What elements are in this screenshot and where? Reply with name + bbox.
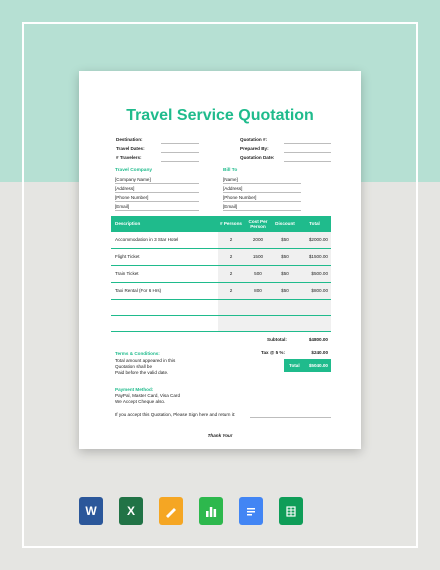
table-row bbox=[111, 266, 331, 282]
row-cost: 1500 bbox=[252, 254, 264, 259]
grid-icon bbox=[285, 504, 297, 518]
word-icon[interactable]: W bbox=[79, 497, 103, 525]
quotation-number-field[interactable] bbox=[284, 143, 331, 144]
grand-total-box bbox=[284, 359, 331, 372]
row-persons: 2 bbox=[229, 254, 233, 259]
sign-instruction: If you accept this Quotation, Please Sign here and return it: bbox=[115, 412, 236, 417]
row-description: Flight Ticket bbox=[115, 254, 140, 259]
grand-total-label: Total bbox=[289, 363, 300, 368]
company-email: [Email] bbox=[115, 204, 130, 209]
from-heading: Travel Company bbox=[115, 168, 153, 173]
divider bbox=[115, 210, 199, 211]
row-total: $500.00 bbox=[311, 271, 328, 276]
signature-field[interactable] bbox=[250, 417, 331, 418]
row-cost: 500 bbox=[254, 271, 262, 276]
quotation-date-field[interactable] bbox=[284, 161, 331, 162]
company-phone: [Phone Number] bbox=[115, 195, 149, 200]
payment-heading: Payment Method: bbox=[115, 387, 154, 392]
bar-chart-icon bbox=[204, 504, 218, 518]
row-discount: $50 bbox=[281, 271, 289, 276]
terms-line: Quotation shall be bbox=[115, 364, 153, 369]
destination-field[interactable] bbox=[161, 143, 199, 144]
divider bbox=[223, 210, 301, 211]
pages-icon[interactable] bbox=[159, 497, 183, 525]
header-discount: Discount bbox=[275, 221, 295, 227]
row-description: Train Ticket bbox=[115, 271, 139, 276]
pen-icon bbox=[164, 504, 178, 518]
row-persons: 2 bbox=[229, 271, 233, 276]
bill-to-name: [Name] bbox=[223, 177, 238, 182]
row-total: $2000.00 bbox=[308, 237, 328, 242]
prepared-by-field[interactable] bbox=[284, 152, 331, 153]
header-total: Total bbox=[309, 221, 320, 227]
document-title: Travel Service Quotation bbox=[126, 107, 314, 124]
table-row bbox=[111, 283, 331, 299]
numbers-icon[interactable] bbox=[199, 497, 223, 525]
format-icons bbox=[79, 497, 361, 525]
row-persons: 2 bbox=[229, 237, 233, 242]
row-divider bbox=[111, 331, 331, 332]
row-divider bbox=[111, 299, 331, 300]
header-description: Description bbox=[115, 221, 141, 227]
terms-heading: Terms & Conditions: bbox=[115, 351, 160, 356]
row-persons: 2 bbox=[229, 288, 233, 293]
row-description: Accommodation in 3 Star Hotel bbox=[115, 237, 179, 242]
row-total: $1500.00 bbox=[308, 254, 328, 259]
travelers-field[interactable] bbox=[161, 161, 199, 162]
company-name: [Company Name] bbox=[115, 177, 151, 182]
quotation-number-label: Quotation #: bbox=[240, 137, 268, 142]
bill-to-address: [Address] bbox=[223, 186, 243, 191]
row-discount: $50 bbox=[281, 288, 289, 293]
tax-label: Tax @ 5 %: bbox=[261, 350, 286, 355]
payment-line: We Accept Cheque also. bbox=[115, 399, 166, 404]
travelers-label: # Travelers: bbox=[116, 155, 142, 160]
table-header bbox=[111, 216, 331, 232]
header-cost: Cost Per Person bbox=[248, 218, 268, 229]
travel-dates-label: Travel Dates: bbox=[116, 146, 145, 151]
document-lines-icon bbox=[245, 504, 257, 518]
table-row bbox=[111, 249, 331, 265]
header-persons: # Persons bbox=[220, 221, 242, 227]
payment-line: PayPal, Master Card, Visa Card bbox=[115, 393, 181, 398]
grand-total-value: $5040.00 bbox=[308, 363, 328, 368]
bill-to-phone: [Phone Number] bbox=[223, 195, 257, 200]
terms-line: Paid before the valid date. bbox=[115, 370, 169, 375]
bill-to-heading: Bill To bbox=[223, 168, 238, 173]
prepared-by-label: Prepared By: bbox=[240, 146, 269, 151]
subtotal-value: $4800.00 bbox=[308, 337, 328, 342]
row-description: Taxi Rental (For 6 Hrs) bbox=[115, 288, 162, 293]
row-divider bbox=[111, 315, 331, 316]
tax-value: $240.00 bbox=[311, 350, 328, 355]
destination-label: Destination: bbox=[116, 137, 143, 142]
bill-to-email: [Email] bbox=[223, 204, 238, 209]
google-sheets-icon[interactable] bbox=[279, 497, 303, 525]
quotation-document bbox=[79, 71, 361, 449]
subtotal-label: Subtotal: bbox=[267, 337, 287, 342]
travel-dates-field[interactable] bbox=[161, 152, 199, 153]
company-address: [Address] bbox=[115, 186, 135, 191]
excel-icon[interactable]: X bbox=[119, 497, 143, 525]
terms-line: Total amount appeared in this bbox=[115, 358, 176, 363]
google-docs-icon[interactable] bbox=[239, 497, 263, 525]
table-row bbox=[111, 232, 331, 248]
row-discount: $50 bbox=[281, 254, 289, 259]
quotation-date-label: Quotation Date: bbox=[240, 155, 275, 160]
thank-you-note: Thank You! bbox=[207, 433, 233, 438]
row-cost: 800 bbox=[254, 288, 262, 293]
row-total: $800.00 bbox=[311, 288, 328, 293]
row-cost: 2000 bbox=[252, 237, 264, 242]
row-discount: $50 bbox=[281, 237, 289, 242]
